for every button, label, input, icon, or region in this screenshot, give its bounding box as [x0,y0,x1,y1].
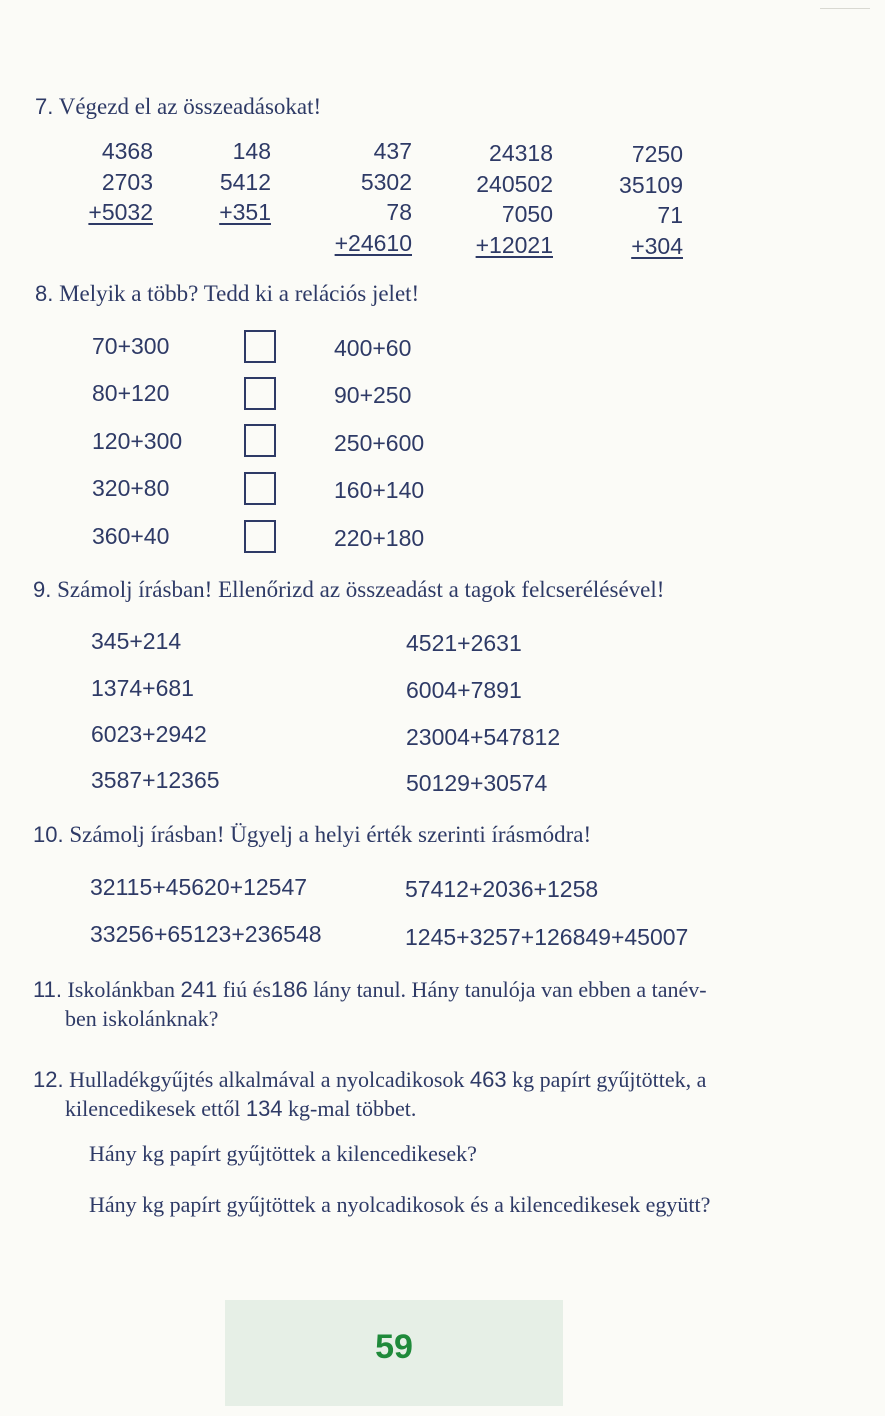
exercise-9-heading [33,577,664,603]
exercise-number: 9. [33,577,52,602]
exercise-8-heading [35,281,419,307]
addition-task: 23004+547812 [406,724,561,750]
addend: 7250 [631,141,683,167]
text: Hulladékgyűjtés alkalmával a nyolcadikosok [69,1067,465,1092]
addition-task: 1245+3257+126849+45007 [405,924,689,950]
number: 134 [245,1096,283,1121]
exercise-12-question-2: Hány kg papírt gyűjtöttek a nyolcadikosok és a kilencedikesek együtt? [89,1192,711,1217]
addend: 78 [386,199,412,225]
addend: 24318 [489,140,553,166]
addend: 2703 [101,168,153,195]
comparison-left: 80+120 [92,380,170,406]
text: kg-mal többet. [288,1096,417,1121]
exercise-12-question-1: Hány kg papírt gyűjtöttek a kilencedikesek? [89,1141,477,1166]
addend-last: +304 [631,232,683,259]
number: 186 [270,977,308,1002]
addend-last: +24610 [334,229,412,256]
addition-task: 57412+2036+1258 [405,876,599,902]
addend: 4368 [101,138,153,164]
addition-column-1 [88,136,153,228]
addend: 5412 [219,168,271,195]
text: lány tanul. Hány tanulója van ebben a tanév- [313,977,707,1002]
exercise-text: Végezd el az összeadásokat! [58,94,322,119]
relation-answer-box[interactable] [244,472,276,505]
exercise-text: Melyik a több? Tedd ki a relációs jelet! [59,281,420,306]
addition-column-2 [219,136,271,228]
exercise-number: 11. [33,977,62,1002]
addend: 35109 [619,171,683,198]
comparison-right: 400+60 [334,335,412,361]
addition-task: 3587+12365 [91,767,220,793]
addition-column-5 [619,139,683,261]
exercise-text: Számolj írásban! Ellenőrizd az összeadást a tagok felcserélésével! [57,577,665,602]
addend-last: +5032 [88,199,153,225]
addition-task: 1374+681 [91,675,194,701]
page-number-panel [225,1300,563,1406]
addend: 71 [657,202,683,228]
text: kilencedikesek ettől [65,1096,241,1121]
comparison-left: 320+80 [92,475,170,501]
addition-task: 33256+65123+236548 [90,921,322,947]
text: Iskolánkban [67,977,175,1002]
comparison-right: 250+600 [334,430,425,456]
comparison-left: 360+40 [92,523,170,549]
addend: 5302 [360,168,412,195]
exercise-number: 8. [35,281,54,306]
addend: 7050 [501,201,553,227]
exercise-11-line-1 [33,975,707,1004]
number: 463 [469,1067,507,1092]
comparison-right: 220+180 [334,525,425,551]
edge-line [820,8,870,9]
addition-task: 6004+7891 [406,677,522,703]
number: 241 [180,977,218,1002]
addition-task: 50129+30574 [406,770,548,796]
relation-answer-box[interactable] [244,520,276,553]
comparison-left: 120+300 [92,428,183,454]
relation-answer-box[interactable] [244,377,276,410]
relation-answer-box[interactable] [244,424,276,457]
addition-task: 345+214 [91,628,182,654]
addition-task: 4521+2631 [406,630,522,656]
comparison-left: 70+300 [92,333,170,359]
exercise-number: 12. [33,1067,64,1092]
exercise-number: 10. [33,822,64,847]
page-number: 59 [375,1328,413,1366]
exercise-number: 7. [35,94,54,119]
addend-last: +351 [219,199,271,225]
addition-task: 32115+45620+12547 [90,874,308,900]
addend-last: +12021 [475,231,553,258]
addition-task: 6023+2942 [91,721,207,747]
addend: 148 [232,138,271,164]
exercise-12-line-1 [33,1065,706,1094]
comparison-right: 160+140 [334,477,425,503]
relation-answer-box[interactable] [244,330,276,363]
text: fiú és [222,977,271,1002]
exercise-7-heading [35,94,321,120]
text: kg papírt gyűjtöttek, a [512,1067,707,1092]
exercise-text: Számolj írásban! Ügyelj a helyi érték szerinti írásmódra! [69,822,592,847]
addend: 437 [373,138,412,164]
comparison-right: 90+250 [334,382,412,408]
exercise-11-line-2: ben iskolánknak? [65,1006,219,1031]
exercise-10-heading [33,822,591,848]
addition-column-3 [335,136,412,258]
exercise-12-line-2 [65,1094,416,1123]
addition-column-4 [476,138,553,260]
addend: 240502 [476,170,553,197]
